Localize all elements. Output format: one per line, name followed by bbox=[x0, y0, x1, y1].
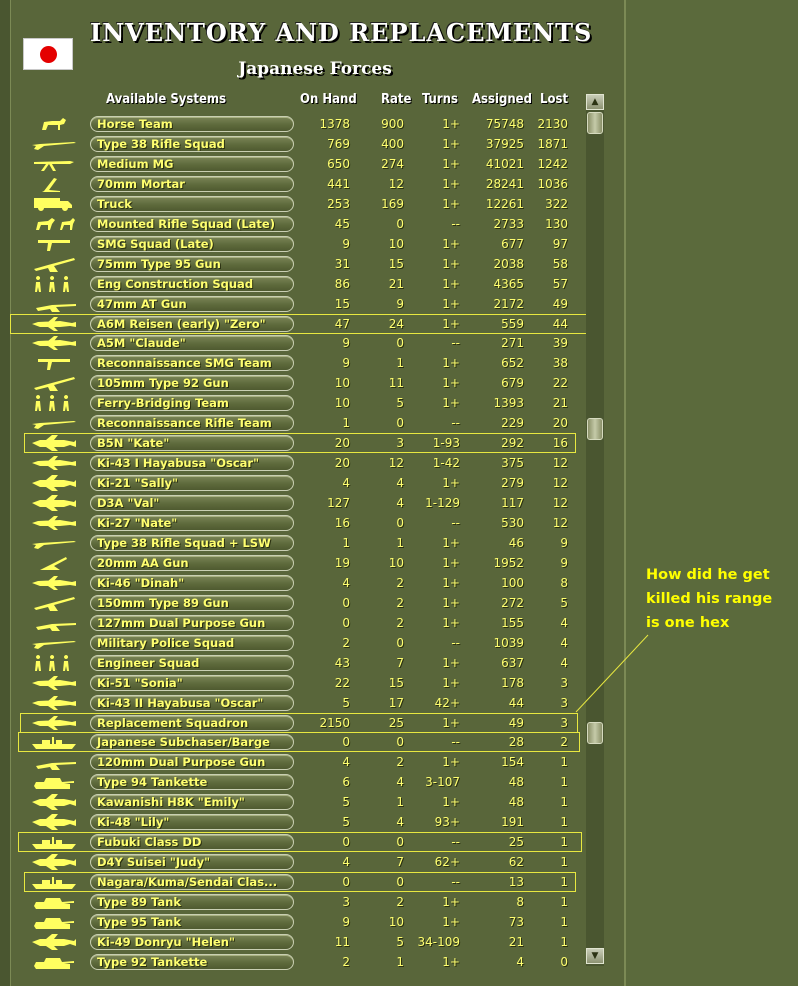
assigned-value: 28241 bbox=[485, 177, 524, 191]
turns-value: -- bbox=[451, 516, 460, 530]
rate-value: 1 bbox=[396, 536, 404, 550]
system-name: 75mm Type 95 Gun bbox=[97, 257, 221, 271]
assigned-value: 637 bbox=[501, 656, 524, 670]
turns-value: 1+ bbox=[442, 197, 460, 211]
lost-value: 1 bbox=[560, 875, 568, 889]
lost-value: 22 bbox=[552, 376, 568, 390]
rate-value: 5 bbox=[396, 935, 404, 949]
system-name: 105mm Type 92 Gun bbox=[97, 376, 229, 390]
lost-value: 1 bbox=[560, 935, 568, 949]
assigned-value: 49 bbox=[508, 716, 524, 730]
system-name: 47mm AT Gun bbox=[97, 297, 187, 311]
rate-value: 0 bbox=[396, 835, 404, 849]
turns-value: 1+ bbox=[442, 317, 460, 331]
lost-value: 1871 bbox=[537, 137, 568, 151]
lost-value: 12 bbox=[552, 456, 568, 470]
lost-value: 4 bbox=[560, 656, 568, 670]
on-hand-value: 0 bbox=[342, 835, 350, 849]
turns-value: 1+ bbox=[442, 356, 460, 370]
assigned-value: 100 bbox=[501, 576, 524, 590]
rate-value: 1 bbox=[396, 795, 404, 809]
lost-value: 12 bbox=[552, 496, 568, 510]
turns-value: 1+ bbox=[442, 237, 460, 251]
turns-value: -- bbox=[451, 735, 460, 749]
on-hand-value: 86 bbox=[334, 277, 350, 291]
assigned-value: 21 bbox=[508, 935, 524, 949]
system-name: Ki-51 "Sonia" bbox=[97, 676, 183, 690]
page-title: INVENTORY AND REPLACEMENTS bbox=[90, 18, 593, 47]
assigned-value: 154 bbox=[501, 755, 524, 769]
turns-value: 1+ bbox=[442, 277, 460, 291]
lost-value: 9 bbox=[560, 536, 568, 550]
turns-value: 1+ bbox=[442, 556, 460, 570]
turns-value: -- bbox=[451, 416, 460, 430]
on-hand-value: 441 bbox=[327, 177, 350, 191]
lost-value: 39 bbox=[552, 336, 568, 350]
turns-value: 1+ bbox=[442, 376, 460, 390]
turns-value: 1+ bbox=[442, 117, 460, 131]
rate-value: 400 bbox=[381, 137, 404, 151]
on-hand-value: 15 bbox=[334, 297, 350, 311]
turns-value: 1+ bbox=[442, 616, 460, 630]
rate-value: 10 bbox=[388, 237, 404, 251]
system-name: Type 38 Rifle Squad + LSW bbox=[97, 536, 271, 550]
rate-value: 2 bbox=[396, 596, 404, 610]
rate-value: 4 bbox=[396, 815, 404, 829]
assigned-value: 178 bbox=[501, 676, 524, 690]
lost-value: 3 bbox=[560, 676, 568, 690]
turns-value: 62+ bbox=[434, 855, 460, 869]
system-name: Type 95 Tank bbox=[97, 915, 181, 929]
column-header-assigned[interactable]: Assigned bbox=[472, 92, 532, 107]
system-name: Ki-48 "Lily" bbox=[97, 815, 170, 829]
turns-value: 1+ bbox=[442, 476, 460, 490]
on-hand-value: 3 bbox=[342, 895, 350, 909]
lost-value: 2 bbox=[560, 735, 568, 749]
lost-value: 1 bbox=[560, 775, 568, 789]
on-hand-value: 4 bbox=[342, 576, 350, 590]
turns-value: 3-107 bbox=[425, 775, 460, 789]
on-hand-value: 9 bbox=[342, 915, 350, 929]
turns-value: -- bbox=[451, 835, 460, 849]
rate-value: 0 bbox=[396, 875, 404, 889]
system-name: 20mm AA Gun bbox=[97, 556, 189, 570]
on-hand-value: 253 bbox=[327, 197, 350, 211]
assigned-value: 155 bbox=[501, 616, 524, 630]
assigned-value: 8 bbox=[516, 895, 524, 909]
system-name: D4Y Suisei "Judy" bbox=[97, 855, 211, 869]
arrow-down-icon[interactable]: ▼ bbox=[586, 948, 604, 964]
system-name: 150mm Type 89 Gun bbox=[97, 596, 229, 610]
on-hand-value: 11 bbox=[334, 935, 350, 949]
on-hand-value: 19 bbox=[334, 556, 350, 570]
rate-value: 169 bbox=[381, 197, 404, 211]
on-hand-value: 4 bbox=[342, 855, 350, 869]
rate-value: 274 bbox=[381, 157, 404, 171]
turns-value: 1+ bbox=[442, 596, 460, 610]
turns-value: 1+ bbox=[442, 157, 460, 171]
assigned-value: 652 bbox=[501, 356, 524, 370]
turns-value: 1+ bbox=[442, 676, 460, 690]
lost-value: 1 bbox=[560, 815, 568, 829]
system-name: Type 89 Tank bbox=[97, 895, 181, 909]
turns-value: 34-109 bbox=[417, 935, 460, 949]
assigned-value: 44 bbox=[508, 696, 524, 710]
turns-value: 1-42 bbox=[432, 456, 460, 470]
arrow-up-icon[interactable]: ▲ bbox=[586, 94, 604, 110]
lost-value: 322 bbox=[545, 197, 568, 211]
turns-value: 1+ bbox=[442, 795, 460, 809]
turns-value: 1+ bbox=[442, 576, 460, 590]
rate-value: 4 bbox=[396, 775, 404, 789]
assigned-value: 2733 bbox=[493, 217, 524, 231]
lost-value: 3 bbox=[560, 696, 568, 710]
on-hand-value: 0 bbox=[342, 616, 350, 630]
on-hand-value: 5 bbox=[342, 815, 350, 829]
assigned-value: 2038 bbox=[493, 257, 524, 271]
assigned-value: 4 bbox=[516, 955, 524, 969]
on-hand-value: 2150 bbox=[319, 716, 350, 730]
rate-value: 17 bbox=[388, 696, 404, 710]
lost-value: 2130 bbox=[537, 117, 568, 131]
turns-value: 1+ bbox=[442, 257, 460, 271]
turns-value: 1+ bbox=[442, 536, 460, 550]
lost-value: 20 bbox=[552, 416, 568, 430]
on-hand-value: 4 bbox=[342, 755, 350, 769]
system-name: Kawanishi H8K "Emily" bbox=[97, 795, 245, 809]
turns-value: -- bbox=[451, 636, 460, 650]
lost-value: 1 bbox=[560, 915, 568, 929]
on-hand-value: 10 bbox=[334, 396, 350, 410]
rate-value: 1 bbox=[396, 356, 404, 370]
rate-value: 11 bbox=[388, 376, 404, 390]
lost-value: 44 bbox=[552, 317, 568, 331]
turns-value: 1+ bbox=[442, 895, 460, 909]
on-hand-value: 4 bbox=[342, 476, 350, 490]
turns-value: 93+ bbox=[434, 815, 460, 829]
lost-value: 16 bbox=[552, 436, 568, 450]
lost-value: 97 bbox=[552, 237, 568, 251]
turns-value: 1+ bbox=[442, 716, 460, 730]
turns-value: 42+ bbox=[434, 696, 460, 710]
rate-value: 2 bbox=[396, 895, 404, 909]
lost-value: 130 bbox=[545, 217, 568, 231]
on-hand-value: 769 bbox=[327, 137, 350, 151]
assigned-value: 41021 bbox=[485, 157, 524, 171]
assigned-value: 13 bbox=[508, 875, 524, 889]
rate-value: 15 bbox=[388, 676, 404, 690]
lost-value: 4 bbox=[560, 616, 568, 630]
assigned-value: 1393 bbox=[493, 396, 524, 410]
lost-value: 1 bbox=[560, 835, 568, 849]
lost-value: 1 bbox=[560, 895, 568, 909]
rate-value: 12 bbox=[388, 456, 404, 470]
system-name: Ki-46 "Dinah" bbox=[97, 576, 185, 590]
system-name: Ki-27 "Nate" bbox=[97, 516, 178, 530]
on-hand-value: 0 bbox=[342, 875, 350, 889]
rate-value: 0 bbox=[396, 217, 404, 231]
turns-value: 1-93 bbox=[432, 436, 460, 450]
system-name: Ferry-Bridging Team bbox=[97, 396, 229, 410]
on-hand-value: 5 bbox=[342, 696, 350, 710]
on-hand-value: 22 bbox=[334, 676, 350, 690]
rate-value: 5 bbox=[396, 396, 404, 410]
on-hand-value: 1 bbox=[342, 536, 350, 550]
annotation-text: How did he get killed his range is one hex bbox=[646, 567, 773, 631]
assigned-value: 28 bbox=[508, 735, 524, 749]
lost-value: 0 bbox=[560, 955, 568, 969]
system-name: B5N "Kate" bbox=[97, 436, 170, 450]
system-name: Ki-43 I Hayabusa "Oscar" bbox=[97, 456, 260, 470]
turns-value: 1+ bbox=[442, 137, 460, 151]
on-hand-value: 0 bbox=[342, 596, 350, 610]
system-name: Medium MG bbox=[97, 157, 174, 171]
lost-value: 5 bbox=[560, 596, 568, 610]
assigned-value: 559 bbox=[501, 317, 524, 331]
assigned-value: 117 bbox=[501, 496, 524, 510]
rate-value: 900 bbox=[381, 117, 404, 131]
assigned-value: 271 bbox=[501, 336, 524, 350]
on-hand-value: 43 bbox=[334, 656, 350, 670]
turns-value: 1+ bbox=[442, 915, 460, 929]
system-name: Eng Construction Squad bbox=[97, 277, 254, 291]
rate-value: 2 bbox=[396, 576, 404, 590]
assigned-value: 292 bbox=[501, 436, 524, 450]
turns-value: -- bbox=[451, 875, 460, 889]
system-name: D3A "Val" bbox=[97, 496, 160, 510]
turns-value: 1+ bbox=[442, 396, 460, 410]
system-name: 70mm Mortar bbox=[97, 177, 185, 191]
rate-value: 21 bbox=[388, 277, 404, 291]
column-header-turns[interactable]: Turns bbox=[422, 92, 458, 107]
lost-value: 1242 bbox=[537, 157, 568, 171]
lost-value: 1 bbox=[560, 855, 568, 869]
assigned-value: 75748 bbox=[485, 117, 524, 131]
rate-value: 10 bbox=[388, 915, 404, 929]
system-name: Horse Team bbox=[97, 117, 173, 131]
system-name: Engineer Squad bbox=[97, 656, 200, 670]
rate-value: 0 bbox=[396, 336, 404, 350]
page-subtitle: Japanese Forces bbox=[238, 59, 392, 79]
rate-value: 7 bbox=[396, 855, 404, 869]
turns-value: 1+ bbox=[442, 177, 460, 191]
rate-value: 24 bbox=[388, 317, 404, 331]
rate-value: 4 bbox=[396, 476, 404, 490]
assigned-value: 62 bbox=[508, 855, 524, 869]
turns-value: -- bbox=[451, 217, 460, 231]
on-hand-value: 9 bbox=[342, 356, 350, 370]
lost-value: 12 bbox=[552, 476, 568, 490]
turns-value: 1+ bbox=[442, 297, 460, 311]
system-name: Nagara/Kuma/Sendai Clas... bbox=[97, 875, 278, 889]
rate-value: 2 bbox=[396, 616, 404, 630]
rate-value: 15 bbox=[388, 257, 404, 271]
on-hand-value: 9 bbox=[342, 336, 350, 350]
assigned-value: 73 bbox=[508, 915, 524, 929]
system-name: 120mm Dual Purpose Gun bbox=[97, 755, 266, 769]
system-name: Replacement Squadron bbox=[97, 716, 249, 730]
assigned-value: 1952 bbox=[493, 556, 524, 570]
assigned-value: 4365 bbox=[493, 277, 524, 291]
on-hand-value: 20 bbox=[334, 436, 350, 450]
turns-value: 1+ bbox=[442, 755, 460, 769]
rate-value: 1 bbox=[396, 955, 404, 969]
column-header-on-hand[interactable]: On Hand bbox=[300, 92, 357, 107]
lost-value: 12 bbox=[552, 516, 568, 530]
on-hand-value: 127 bbox=[327, 496, 350, 510]
system-name: 127mm Dual Purpose Gun bbox=[97, 616, 266, 630]
rate-value: 9 bbox=[396, 297, 404, 311]
on-hand-value: 2 bbox=[342, 636, 350, 650]
rate-value: 3 bbox=[396, 436, 404, 450]
on-hand-value: 45 bbox=[334, 217, 350, 231]
on-hand-value: 5 bbox=[342, 795, 350, 809]
rate-value: 0 bbox=[396, 735, 404, 749]
lost-value: 58 bbox=[552, 257, 568, 271]
on-hand-value: 650 bbox=[327, 157, 350, 171]
system-name: Japanese Subchaser/Barge bbox=[97, 735, 270, 749]
system-name: Ki-21 "Sally" bbox=[97, 476, 179, 490]
lost-value: 1 bbox=[560, 795, 568, 809]
system-name: Reconnaissance SMG Team bbox=[97, 356, 272, 370]
lost-value: 57 bbox=[552, 277, 568, 291]
assigned-value: 46 bbox=[508, 536, 524, 550]
assigned-value: 48 bbox=[508, 775, 524, 789]
lost-value: 3 bbox=[560, 716, 568, 730]
system-name: Type 92 Tankette bbox=[97, 955, 208, 969]
assigned-value: 2172 bbox=[493, 297, 524, 311]
system-name: Reconnaissance Rifle Team bbox=[97, 416, 272, 430]
assigned-value: 229 bbox=[501, 416, 524, 430]
on-hand-value: 1378 bbox=[319, 117, 350, 131]
rate-value: 0 bbox=[396, 636, 404, 650]
on-hand-value: 31 bbox=[334, 257, 350, 271]
column-header-lost[interactable]: Lost bbox=[540, 92, 569, 107]
on-hand-value: 1 bbox=[342, 416, 350, 430]
assigned-value: 1039 bbox=[493, 636, 524, 650]
lost-value: 4 bbox=[560, 636, 568, 650]
column-header-available-systems[interactable]: Available Systems bbox=[106, 92, 227, 107]
rate-value: 12 bbox=[388, 177, 404, 191]
lost-value: 1036 bbox=[537, 177, 568, 191]
on-hand-value: 16 bbox=[334, 516, 350, 530]
system-name: Mounted Rifle Squad (Late) bbox=[97, 217, 275, 231]
assigned-value: 677 bbox=[501, 237, 524, 251]
system-name: Fubuki Class DD bbox=[97, 835, 202, 849]
assigned-value: 25 bbox=[508, 835, 524, 849]
on-hand-value: 10 bbox=[334, 376, 350, 390]
turns-value: 1+ bbox=[442, 656, 460, 670]
turns-value: 1+ bbox=[442, 955, 460, 969]
assigned-value: 279 bbox=[501, 476, 524, 490]
lost-value: 49 bbox=[552, 297, 568, 311]
assigned-value: 37925 bbox=[485, 137, 524, 151]
rate-value: 2 bbox=[396, 755, 404, 769]
lost-value: 8 bbox=[560, 576, 568, 590]
on-hand-value: 2 bbox=[342, 955, 350, 969]
system-name: A6M Reisen (early) "Zero" bbox=[97, 317, 266, 331]
rate-value: 0 bbox=[396, 416, 404, 430]
lost-value: 38 bbox=[552, 356, 568, 370]
turns-value: 1-129 bbox=[425, 496, 460, 510]
rate-value: 4 bbox=[396, 496, 404, 510]
system-name: Type 94 Tankette bbox=[97, 775, 208, 789]
assigned-value: 191 bbox=[501, 815, 524, 829]
rate-value: 25 bbox=[388, 716, 404, 730]
system-name: Type 38 Rifle Squad bbox=[97, 137, 225, 151]
rate-value: 7 bbox=[396, 656, 404, 670]
system-name: SMG Squad (Late) bbox=[97, 237, 214, 251]
system-name: Ki-43 II Hayabusa "Oscar" bbox=[97, 696, 264, 710]
column-header-rate[interactable]: Rate bbox=[381, 92, 412, 107]
assigned-value: 272 bbox=[501, 596, 524, 610]
on-hand-value: 0 bbox=[342, 735, 350, 749]
lost-value: 9 bbox=[560, 556, 568, 570]
rate-value: 10 bbox=[388, 556, 404, 570]
system-name: Truck bbox=[97, 197, 132, 211]
lost-value: 21 bbox=[552, 396, 568, 410]
system-name: A5M "Claude" bbox=[97, 336, 186, 350]
assigned-value: 48 bbox=[508, 795, 524, 809]
on-hand-value: 6 bbox=[342, 775, 350, 789]
assigned-value: 530 bbox=[501, 516, 524, 530]
system-name: Military Police Squad bbox=[97, 636, 235, 650]
turns-value: -- bbox=[451, 336, 460, 350]
lost-value: 1 bbox=[560, 755, 568, 769]
assigned-value: 12261 bbox=[485, 197, 524, 211]
on-hand-value: 9 bbox=[342, 237, 350, 251]
rate-value: 0 bbox=[396, 516, 404, 530]
system-name: Ki-49 Donryu "Helen" bbox=[97, 935, 235, 949]
on-hand-value: 20 bbox=[334, 456, 350, 470]
assigned-value: 679 bbox=[501, 376, 524, 390]
assigned-value: 375 bbox=[501, 456, 524, 470]
on-hand-value: 47 bbox=[334, 317, 350, 331]
